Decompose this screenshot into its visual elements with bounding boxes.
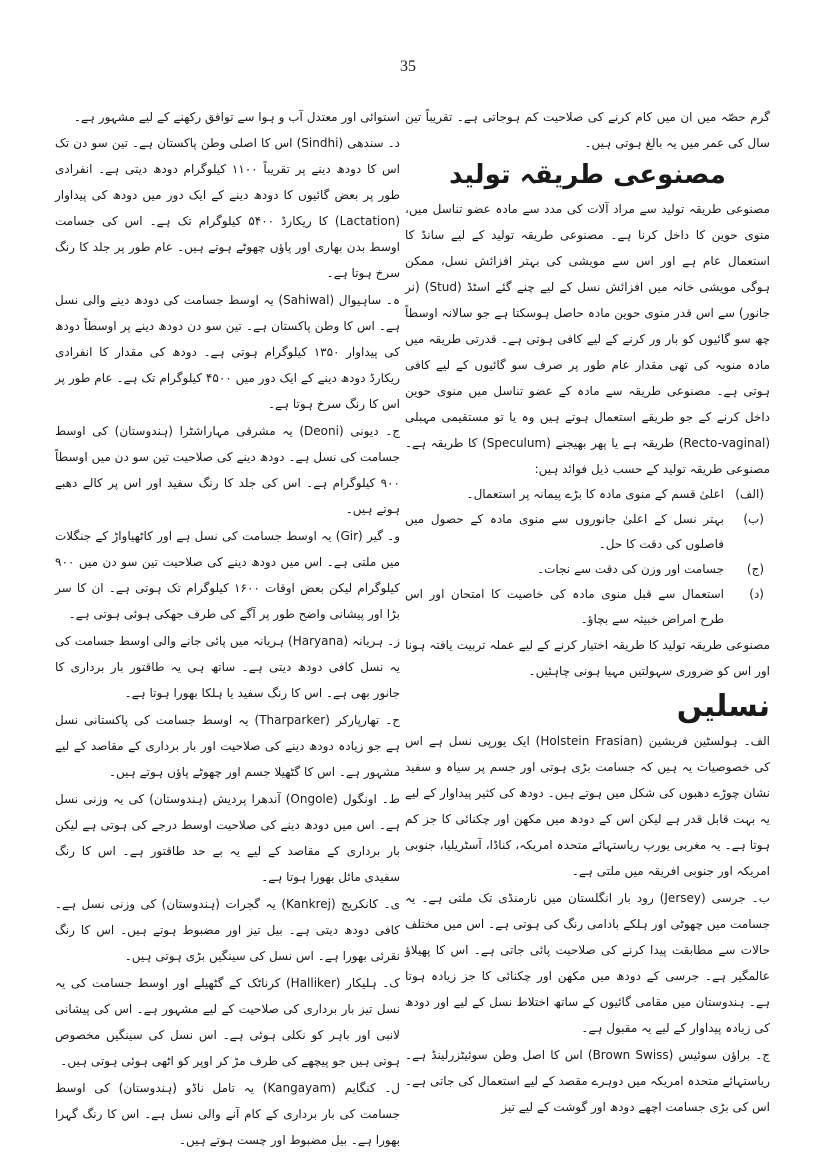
breed-entry: ل۔ کنگایم (Kangayam) یہ تامل ناڈو (ہندوستان) کی اوسط جسامت کی بار برداری کے کام آنے والی نسل ہے۔ اس کا رنگ گہرا بھورا ہے۔ بیل مضبوط اور چست ہوتے ہیں۔	[55, 1081, 400, 1147]
breed-entry: ک۔ ہلیکار (Halliker) کرناٹک کے گٹھیلے اور اوسط جسامت کی یہ نسل تیز بار برداری کی صلاحیت کے لیے مشہور ہے۔ اس کی پیشانی لانبی اور باہر کو نکلی ہوئی ہے۔ اس نسل کی سینگیں مخصوص ہوتی ہیں جو پیچھے کی طرف مڑ کر اوپر کو اٹھی ہوئی ہوتی ہیں۔	[55, 976, 400, 1068]
breed-entry: ز۔ ہریانہ (Haryana) ہریانہ میں پائی جانے والی اوسط جسامت کی یہ نسل کافی دودھ دیتی ہے۔ ساتھ ہی یہ طاقتور بار برداری کا جانور بھی ہے۔ اس کا رنگ سفید یا ہلکا بھورا ہوتا ہے۔	[55, 634, 401, 700]
breed-entry: ط۔ اونگول (Ongole) آندھرا پردیش (ہندوستان) کی یہ وزنی نسل ہے۔ اس میں دودھ دینے کی صلاحیت اوسط درجے کی ہوتی ہے لیکن بار برداری کے مقاصد کے لیے یہ بے حد طاقتور ہے۔ اس کا رنگ سفیدی مائل بھورا ہوتا ہے۔	[55, 792, 400, 884]
breed-entry: ح۔ تھارپارکر (Tharparker) یہ اوسط جسامت کی پاکستانی نسل ہے جو زیادہ دودھ دینے کی صلاحیت اور بار برداری کے مقاصد کے لیے مشہور ہے۔ اس کا گٹھیلا جسم اور چھوٹے پاؤں ہوتے ہیں۔	[55, 713, 400, 779]
breed-entry: ب۔ جرسی (Jersey) رود بار انگلستان میں نارمنڈی تک ملتی ہے۔ یہ جسامت میں چھوٹی اور ہلکے بادامی رنگ کی ہوتی ہے۔ اس میں مختلف حالات سے مطابقت پیدا کرنے کی صلاحیت پائی جاتی ہے۔ اس کا پھیلاؤ عالمگیر ہے۔ جرسی کے دودھ میں مکھن اور چکنائی کا جز زیادہ ہوتا ہے۔ ہندوستان میں مقامی گائیوں کے ساتھ اختلاط نسل کے لیے اور دودھ کی زیادہ پیداوار کے لیے یہ مقبول ہے۔	[405, 891, 771, 1035]
breed-entry: و۔ گیر (Gir) یہ اوسط جسامت کی نسل ہے اور کاٹھیاواڑ کے جنگلات میں ملتی ہے۔ اس میں دودھ دینے کی صلاحیت تین سو دن میں ۹۰۰ کیلوگرام لیکن بعض اوقات ۱۶۰۰ کیلوگرام تک ہوتی ہے۔ ان کا سر بڑا اور پیشانی واضح طور پر آگے کی طرف جھکی ہوئی ہوتی ہے۔	[55, 529, 401, 621]
breeds-heading: نسلیں	[676, 689, 770, 724]
list-item	[405, 582, 764, 632]
breed-entry: ج۔ دیونی (Deoni) یہ مشرقی مہاراشٹرا (ہندوستان) کی اوسط جسامت کی نسل ہے۔ دودھ دینے کی صلاحیت تین سو دن میں اوسطاً ۹۰۰ کیلوگرام ہے۔ اس کی جلد کا رنگ سفید اور اس پر کالے دھبے ہوتے ہیں۔	[55, 424, 400, 516]
breed-entry: ہ۔ ساہیوال (Sahiwal) یہ اوسط جسامت کی دودھ دینے والی نسل ہے۔ اس کا وطن پاکستان ہے۔ تین سو دن دودھ دینے پر اوسطاً دودھ کی پیداوار ۱۳۵۰ کیلوگرام ہوتی ہے۔ دودھ کی مقدار کا انفرادی ریکارڈ دودھ دینے کے ایک دور میں ۴۵۰۰ کیلوگرام تک ہے۔ عام طور پر اس کا رنگ سرخ ہوتا ہے۔	[55, 293, 401, 411]
page-number: 35	[400, 58, 416, 75]
left-intro: استوائی اور معتدل آب و ہوا سے توافق رکھنے کے لیے مشہور ہے۔	[73, 110, 400, 124]
left-column	[55, 104, 400, 1154]
list-text: جسامت اور وزن کی دقت سے نجات۔	[537, 562, 724, 576]
ai-summary-paragraph: مصنوعی طریقہ تولید کا طریقہ اختیار کرنے کے لیے عملہ تربیت یافتہ ہونا اور اس کو ضروری سہولتیں مہیا ہونی چاہئیں۔	[405, 638, 770, 678]
list-label: (الف)	[735, 487, 764, 501]
list-label: (ب)	[743, 512, 764, 526]
section-heading: مصنوعی طریقہ تولید	[449, 160, 726, 190]
right-intro: گرم حصّہ میں ان میں کام کرنے کی صلاحیت کم ہوجاتی ہے۔ تقریباً تین سال کی عمر میں یہ بالغ ہوتی ہیں۔	[405, 110, 770, 150]
benefits-list	[405, 482, 770, 632]
ai-paragraph: مصنوعی طریقہ تولید سے مراد آلات کی مدد سے مادہ عضو تناسل میں، منوی حوین کا داخل کرنا ہے۔ مصنوعی طریقہ تولید کے لیے سانڈ کا استعمال عام ہے اور اس سے مویشی کی بہتر افزائش نسل، ممکن ہوگی مویشی خانہ میں افزائش نسل کے لیے چنے گئے اسٹڈ (Stud) (نر جانور) سے اس قدر منوی حوین مادہ حاصل ہوسکتا ہے جو سالانہ اوسطاً چھ سو گائیوں کو بار ور کرنے کے لیے کافی ہوتی ہے۔ قدرتی طریقہ میں مادہ منویہ کی تھی مقدار عام طور پر صرف سو گائیوں کے لیے کافی ہوتی ہے۔ مصنوعی طریقہ سے مادہ کے عضو تناسل میں منوی حوین داخل کرنے کے جو طریقے استعمال ہوتے ہیں وہ یا تو مستقیمی مہبلی (Recto-vaginal) طریقہ ہے یا پھر بھیجنے (Speculum) کا طریقہ ہے۔ مصنوعی طریقہ تولید کے حسب ذیل فوائد ہیں:	[405, 202, 771, 476]
breed-entry: الف۔ ہولسٹین فریشین (Holstein Frasian) ایک یورپی نسل ہے اس کی خصوصیات یہ ہیں کہ جسامت بڑی ہوتی اور جسم پر سیاہ و سفید نشان چوڑے دھبوں کی شکل میں ہوتے ہیں۔ دودھ کی کثیر پیداوار کے لیے یہ بہت قابل قدر ہے لیکن اس کے دودھ میں مکھن اور چکنائی کا جز کم ہوتا ہے۔ یہ مغربی یورپ ریاستہائے متحدہ امریکہ، کناڈا، آسٹریلیا، جنوبی امریکہ اور جنوبی افریقہ میں ملتی ہے۔	[405, 734, 771, 878]
breed-entry: ج۔ براؤن سوئیس (Brown Swiss) اس کا اصل وطن سوئیٹزرلینڈ ہے۔ ریاستہائے متحدہ امریکہ میں دوہرے مقصد کے لیے استعمال کی جاتی ہے۔ اس کی بڑی جسامت اچھے دودھ اور گوشت کے لیے تیز	[405, 1048, 770, 1114]
list-label: (د)	[749, 587, 764, 601]
list-item	[405, 482, 764, 507]
breed-entry: ی۔ کانکریج (Kankrej) یہ گجرات (ہندوستان) کی وزنی نسل ہے۔ کافی دودھ دیتی ہے۔ بیل تیز اور مضبوط ہوتے ہیں۔ اس کا رنگ نقرئی بھورا ہے۔ اس نسل کی سینگیں بڑی ہوتی ہیں۔	[55, 897, 401, 963]
right-column	[405, 104, 770, 1121]
list-text: استعمال سے قبل منوی مادہ کی خاصیت کا امتحان اور اس طرح امراض خبیثہ سے بچاؤ۔	[405, 587, 724, 626]
list-item	[405, 507, 764, 557]
breed-entry: د۔ سندھی (Sindhi) اس کا اصلی وطن پاکستان ہے۔ تین سو دن تک اس کا دودھ دینے پر تقریباً ۱۱۰۰ کیلوگرام دودھ دیتی ہے۔ انفرادی طور پر بعض گائیوں کا دودھ دینے کے ایک دور میں دودھ کی پیداوار (Lactation) کا ریکارڈ ۵۴۰۰ کیلوگرام تک ہے۔ اس کی جسامت اوسط بدن بھاری اور پاؤں چھوٹے ہوتے ہیں۔ عام طور پر جلد کا رنگ سرخ ہوتا ہے۔	[55, 136, 401, 280]
list-label: (ج)	[746, 562, 764, 576]
list-text: بہتر نسل کے اعلیٰ جانوروں سے منوی مادہ کے حصول میں فاصلوں کی دقت کا حل۔	[405, 512, 724, 551]
list-text: اعلیٰ قسم کے منوی مادہ کا بڑے پیمانہ پر استعمال۔	[466, 487, 724, 501]
list-item	[405, 557, 764, 582]
